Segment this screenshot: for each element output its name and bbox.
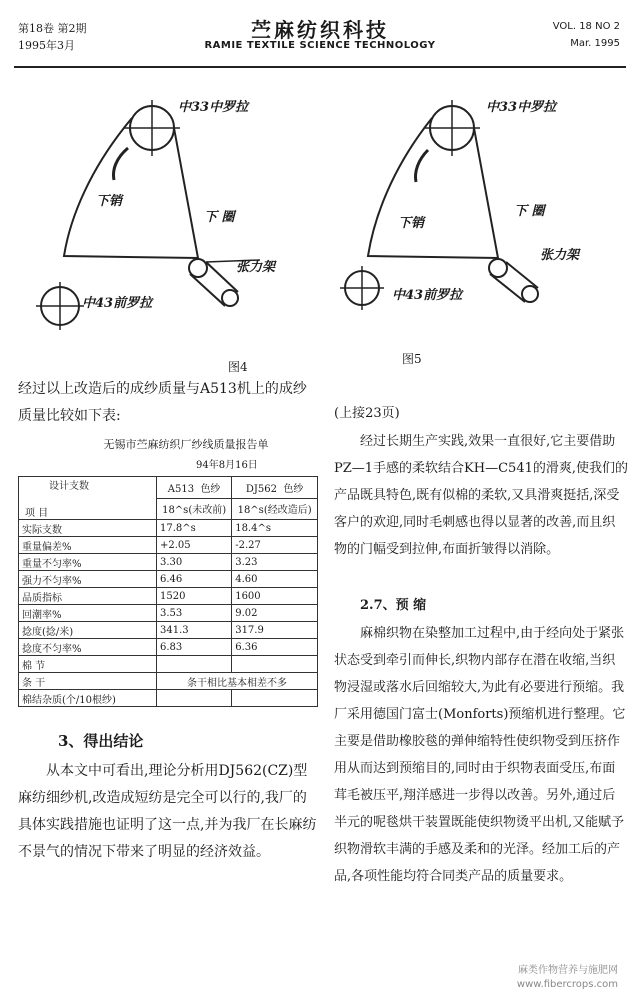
table-row: 捻度不匀率% 6.83 6.36: [19, 639, 318, 656]
header-spec-1: 18^s(未改前): [157, 498, 232, 520]
table-row: 实际支数 17.8^s 18.4^s: [19, 520, 318, 537]
table-row: 回潮率% 3.53 9.02: [19, 605, 318, 622]
right-paragraph-2: 麻棉织物在染整加工过程中,由于经向处于紧张状态受到牵引而伸长,织物内部存在潜在收缩,当织物浸湿或落水后回缩较大,为此有必要进行预缩。我厂采用德国门富士(Monforts)预缩机进行整理。它主要是借助橡胶毯的弹伸缩特性使织物受到压挤作用从而达到预缩目的,同时由于织物表面受压,布面茸毛被压平,翔洋感进一步得以改善。另外,通过后半元的呢毯烘干装置既能使织物烫平出机,又能赋予织物滑软丰满的手感及柔和的光泽。经加工后的产品,各项性能均符合同类产品的质量要求。: [334, 626, 626, 884]
fig4-label-front-roller: 中43前罗拉: [82, 296, 153, 311]
fig4-label-lower-apron: 下销: [96, 194, 123, 209]
table-row: 捻度(捻/米) 341.3 317.9: [19, 622, 318, 639]
journal-title: 苎麻纺织科技: [251, 18, 389, 42]
header-a513: A513 色纱: [157, 477, 232, 499]
journal-title-en: RAMIE TEXTILE SCIENCE TECHNOLOGY: [204, 40, 436, 51]
table-row: 棉结杂质(个/10根纱): [19, 690, 318, 707]
right-paragraph-1: 经过长期生产实践,效果一直很好,它主要借助PZ—1手感的柔软结合KH—C541的滑爽,使我们的产品既具特色,既有似棉的柔软,又具滑爽挺括,深受客户的欢迎,同时毛刺感也得以显著的改善,而且织物的门幅受到拉伸,布面折皱得以消除。: [334, 434, 628, 557]
volume-en: VOL. 18 NO 2: [552, 21, 620, 32]
volume-cn: 第18卷 第2期: [18, 22, 87, 35]
fig5-label-lower-apron: 下销: [398, 216, 425, 231]
table-row: 品质指标 1520 1600: [19, 588, 318, 605]
table-title: 无锡市苎麻纺织厂纱线质量报告单: [103, 438, 269, 451]
figure-4-diagram: [20, 88, 310, 358]
header-item: 项 目: [25, 508, 49, 519]
fig5-label-lower-ring: 下 圈: [514, 204, 545, 219]
table-row: 重量偏差% +2.05 -2.27: [19, 537, 318, 554]
header-volume-date-en: [553, 18, 620, 52]
section-title-conclusion: 3、得出结论: [58, 732, 144, 750]
fig5-label-tension: 张力架: [540, 248, 580, 263]
watermark-cn: 麻类作物营养与施肥网: [518, 965, 618, 976]
fig4-label-middle-roller: 中33中罗拉: [178, 100, 249, 115]
fig5-label-middle-roller: 中33中罗拉: [486, 100, 557, 115]
header-design-count: 设计支数 项 目: [19, 477, 157, 520]
table-header-row: [19, 477, 318, 499]
watermark-url: www.fibercrops.com: [516, 979, 618, 990]
table-date: 94年8月16日: [196, 460, 258, 471]
figure-4-caption: 图4: [228, 360, 248, 374]
conclusion-paragraph: 从本文中可看出,理论分析用DJ562(CZ)型麻纺细纱机,改造成短纺是完全可以行的,我厂的具体实践措施也证明了这一点,并为我厂在长麻纺不景气的情况下带来了明显的经济效益。: [18, 763, 317, 860]
continued-from: (上接23页): [334, 406, 400, 421]
fig5-label-front-roller: 中43前罗拉: [392, 288, 463, 303]
figure-5-diagram: [330, 88, 620, 358]
header-rule: [14, 66, 626, 68]
table-row: 重量不匀率% 3.30 3.23: [19, 554, 318, 571]
table-row: 强力不匀率% 6.46 4.60: [19, 571, 318, 588]
fig4-label-tension: 张力架: [236, 260, 276, 275]
header-dj562: DJ562 色纱: [232, 477, 318, 499]
intro-paragraph: 经过以上改造后的成纱质量与A513机上的成纱质量比较如下表:: [18, 381, 307, 424]
table-row: 棉 节: [19, 656, 318, 673]
header-spec-2: 18^s(经改造后): [232, 498, 318, 520]
subsection-preshrink: 2.7、预 缩: [360, 598, 427, 613]
date-en: Mar. 1995: [570, 38, 620, 49]
watermark: [517, 964, 618, 992]
table-row: 条 干 条干相比基本相差不多: [19, 673, 318, 690]
date-cn: 1995年3月: [18, 39, 75, 52]
figure-5-caption: 图5: [402, 352, 422, 366]
quality-report-table: [18, 476, 318, 707]
fig4-label-lower-ring: 下 圈: [204, 210, 235, 225]
